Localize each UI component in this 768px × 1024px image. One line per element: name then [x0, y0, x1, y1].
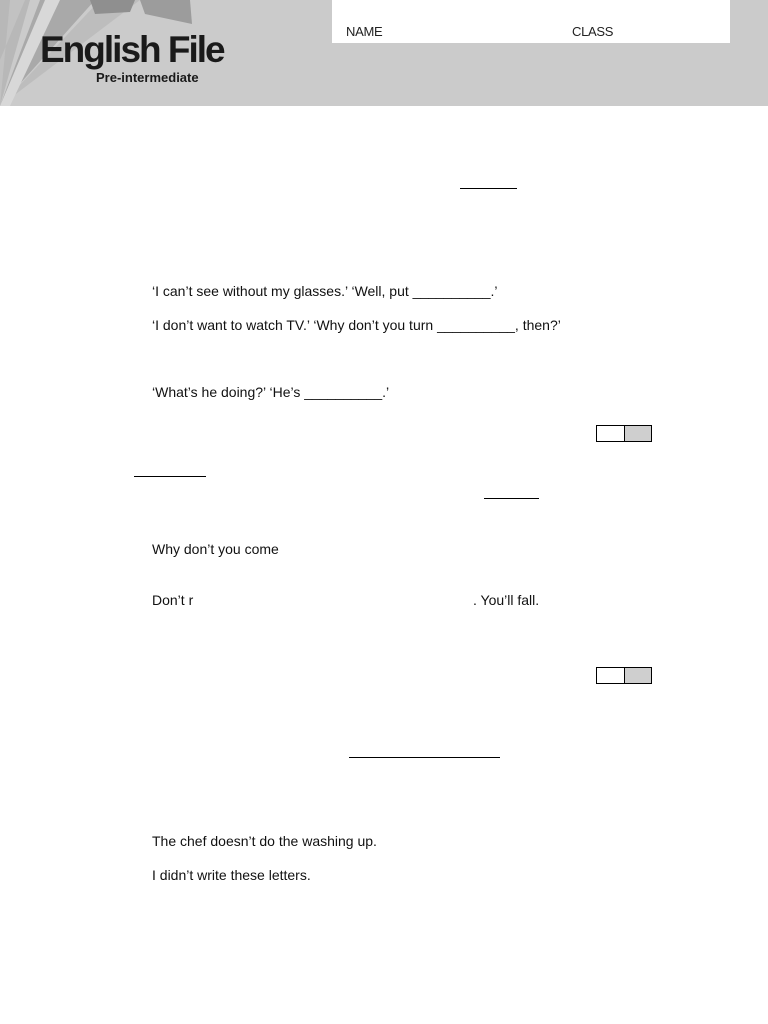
sentence-glasses: ‘I can’t see without my glasses.’ ‘Well, put __________.’: [152, 283, 498, 299]
sentence-tv: ‘I don’t want to watch TV.’ ‘Why don’t you turn __________, then?’: [152, 317, 561, 333]
sentence-letters: I didn’t write these letters.: [152, 867, 311, 883]
english-file-logo: [40, 29, 224, 85]
sentence-dont-start: Don’t r: [152, 592, 194, 608]
logo-title: English File: [40, 29, 224, 70]
heading-underline-2: [134, 476, 206, 477]
header-banner: [0, 0, 768, 106]
name-label: NAME: [346, 24, 383, 39]
name-class-box: [332, 0, 730, 43]
heading-underline-1: [460, 188, 517, 189]
score-box-2: [596, 667, 652, 684]
class-label: CLASS: [572, 24, 614, 39]
score-box-1: [596, 425, 652, 442]
heading-underline-3: [484, 498, 539, 499]
heading-underline-4: [349, 757, 500, 758]
sentence-come: Why don’t you come: [152, 541, 279, 557]
sentence-dont-end: . You’ll fall.: [473, 592, 540, 608]
sentence-doing: ‘What’s he doing?’ ‘He’s __________.’: [152, 384, 390, 400]
sentence-chef: The chef doesn’t do the washing up.: [152, 833, 377, 849]
logo-subtitle: Pre-intermediate: [96, 70, 199, 85]
